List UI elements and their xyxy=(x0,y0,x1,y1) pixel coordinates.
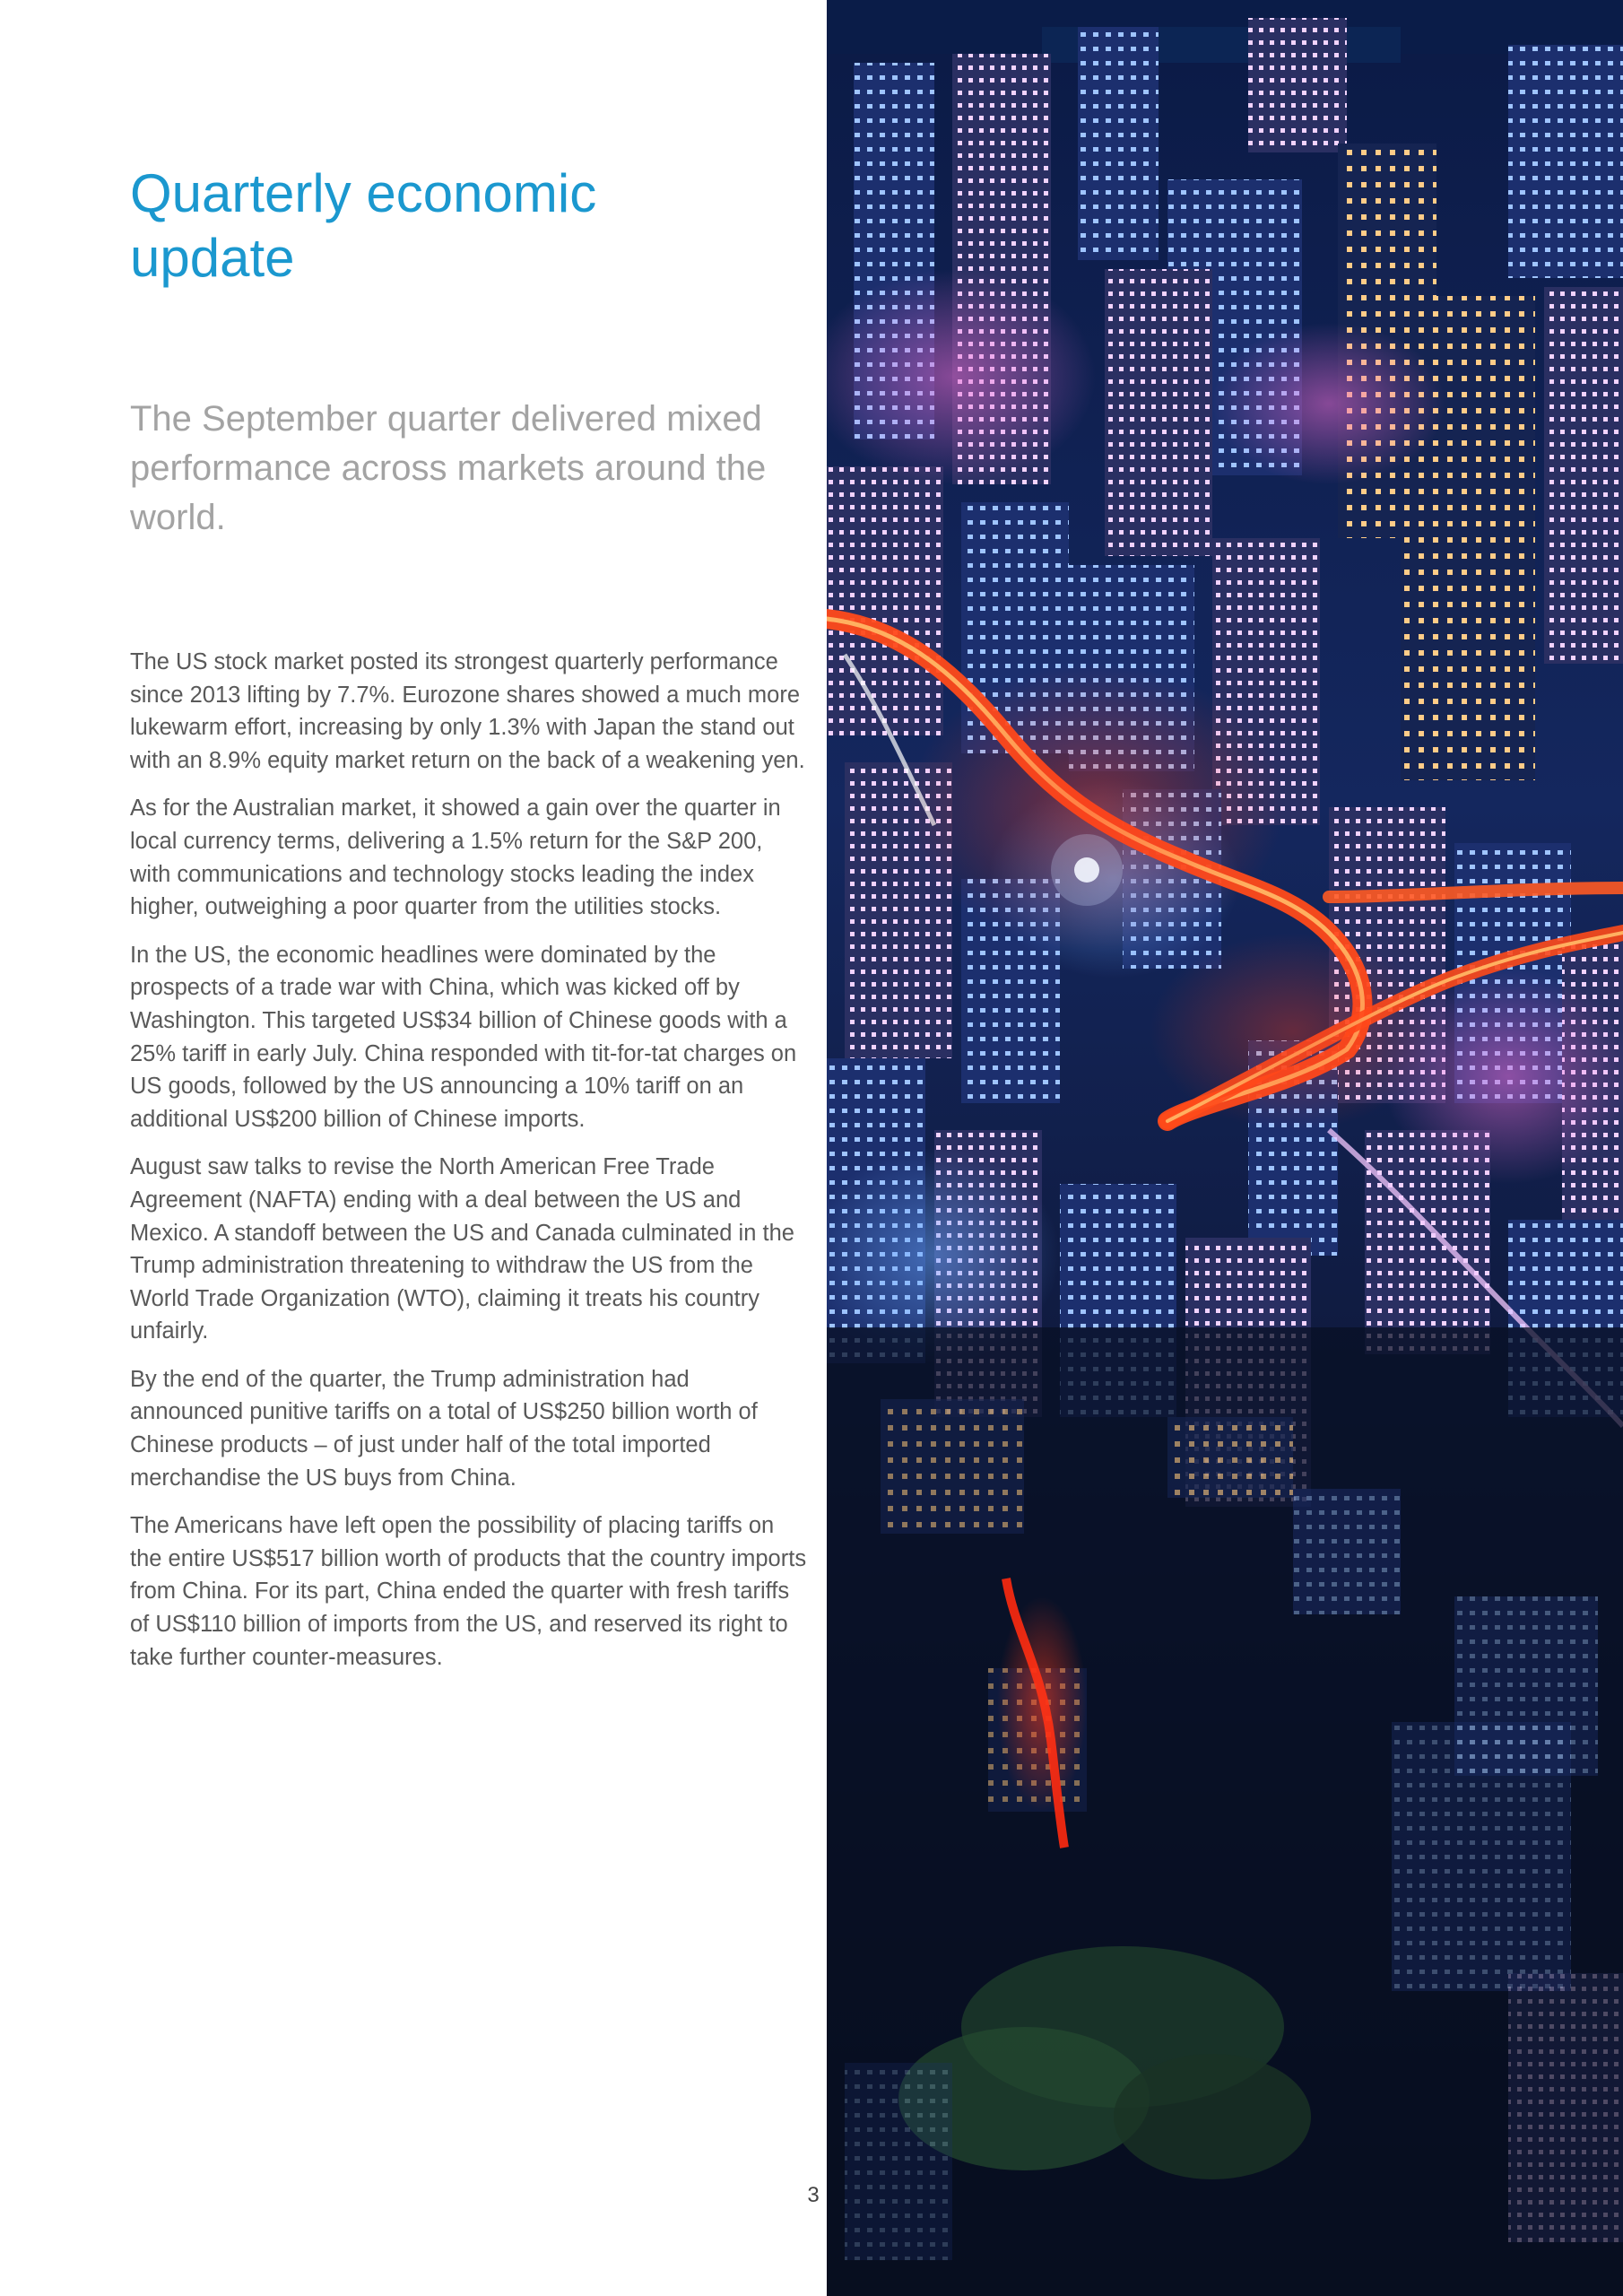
night-city-photo xyxy=(827,0,1623,2296)
page-number: 3 xyxy=(807,2183,820,2207)
body-paragraph: By the end of the quarter, the Trump administration had announced punitive tariffs on a total of US$250 billion worth of Chinese products – of just under half of the total imported merchandise the US buys from China. xyxy=(130,1366,758,1491)
body-paragraph: The US stock market posted its strongest quarterly performance since 2013 lifting by 7.7%. Eurozone shares showed a much more lukewarm effort, increasing by only 1.3% with Japan the stand out with an 8.9% equity market return on the back of a weakening yen. xyxy=(130,649,805,773)
body-paragraph: As for the Australian market, it showed a gain over the quarter in local currency terms, delivering a 1.5% return for the S&P 200, with communications and technology stocks leading the index higher, outweighing a poor quarter from the utilities stocks. xyxy=(130,796,781,920)
article-body xyxy=(130,646,807,1689)
body-paragraph: August saw talks to revise the North American Free Trade Agreement (NAFTA) ending with a deal between the US and Mexico. A standoff between the US and Canada culminated in the Trump administration threatening to withdraw the US from the World Trade Organization (WTO), claiming it treats his country unfairly. xyxy=(130,1154,794,1344)
lede-paragraph: The September quarter delivered mixed performance across markets around the world. xyxy=(130,399,767,537)
night-city-aerial-photo-icon xyxy=(827,0,1623,2296)
body-paragraph: The Americans have left open the possibility of placing tariffs on the entire US$517 billion worth of products that the country imports from China. For its part, China ended the quarter with fresh tariffs of US$110 billion of imports from the US, and reserved its right to take further counter-measures. xyxy=(130,1513,807,1670)
page-title: Quarterly economic update xyxy=(130,163,597,288)
body-paragraph: In the US, the economic headlines were dominated by the prospects of a trade war with China, which was kicked off by Washington. This targeted US$34 billion of Chinese goods with a 25% tariff in early July. China responded with tit-for-tat charges on US goods, followed by the US announcing a 10% tariff on an additional US$200 billion of Chinese imports. xyxy=(130,942,797,1132)
